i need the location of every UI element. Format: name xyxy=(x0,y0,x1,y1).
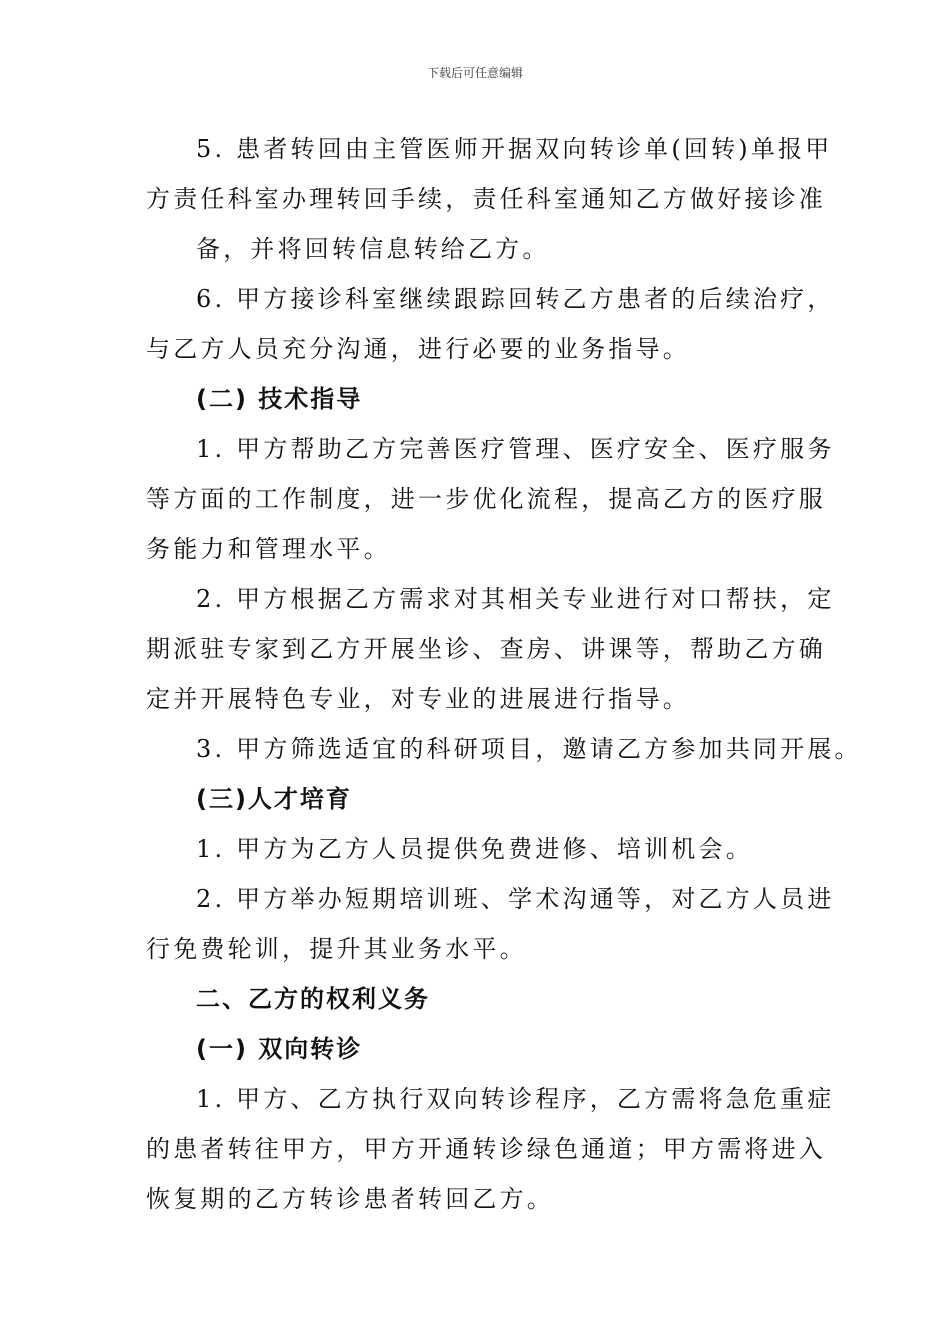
text-line: 的患者转往甲方，甲方开通转诊绿色通道；甲方需将进入 xyxy=(146,1135,826,1163)
text-line: 1. 甲方、乙方执行双向转诊程序，乙方需将急危重症 xyxy=(196,1085,835,1113)
text-line: 恢复期的乙方转诊患者转回乙方。 xyxy=(146,1185,554,1213)
text-line: 等方面的工作制度，进一步优化流程，提高乙方的医疗服 xyxy=(146,485,826,513)
text-line: 5. 患者转回由主管医师开据双向转诊单(回转)单报甲 xyxy=(196,135,833,163)
text-line: 6. 甲方接诊科室继续跟踪回转乙方患者的后续治疗， xyxy=(196,285,835,313)
text-line: 2. 甲方根据乙方需求对其相关专业进行对口帮扶，定 xyxy=(196,585,835,613)
text-line: 2. 甲方举办短期培训班、学术沟通等，对乙方人员进 xyxy=(196,885,835,913)
section-heading: (三)人才培育 xyxy=(196,785,352,813)
text-line: 备，并将回转信息转给乙方。 xyxy=(196,235,550,263)
text-line: 与乙方人员充分沟通，进行必要的业务指导。 xyxy=(146,335,690,363)
section-heading: (二) 技术指导 xyxy=(196,385,363,413)
text-line: 1. 甲方帮助乙方完善医疗管理、医疗安全、医疗服务 xyxy=(196,435,835,463)
text-line: 务能力和管理水平。 xyxy=(146,535,391,563)
document-body xyxy=(146,124,862,1224)
text-line: 方责任科室办理转回手续，责任科室通知乙方做好接诊准 xyxy=(146,185,826,213)
text-line: 行免费轮训，提升其业务水平。 xyxy=(146,935,527,963)
text-line: 1. 甲方为乙方人员提供免费进修、培训机会。 xyxy=(196,835,753,863)
text-line: 定并开展特色专业，对专业的进展进行指导。 xyxy=(146,685,690,713)
page-header-note: 下载后可任意编辑 xyxy=(426,66,523,80)
chapter-heading: 二、乙方的权利义务 xyxy=(196,985,430,1013)
text-line: 3. 甲方筛选适宜的科研项目，邀请乙方参加共同开展。 xyxy=(196,735,862,763)
text-line: 期派驻专家到乙方开展坐诊、查房、讲课等，帮助乙方确 xyxy=(146,635,826,663)
section-heading: (一) 双向转诊 xyxy=(196,1035,363,1063)
